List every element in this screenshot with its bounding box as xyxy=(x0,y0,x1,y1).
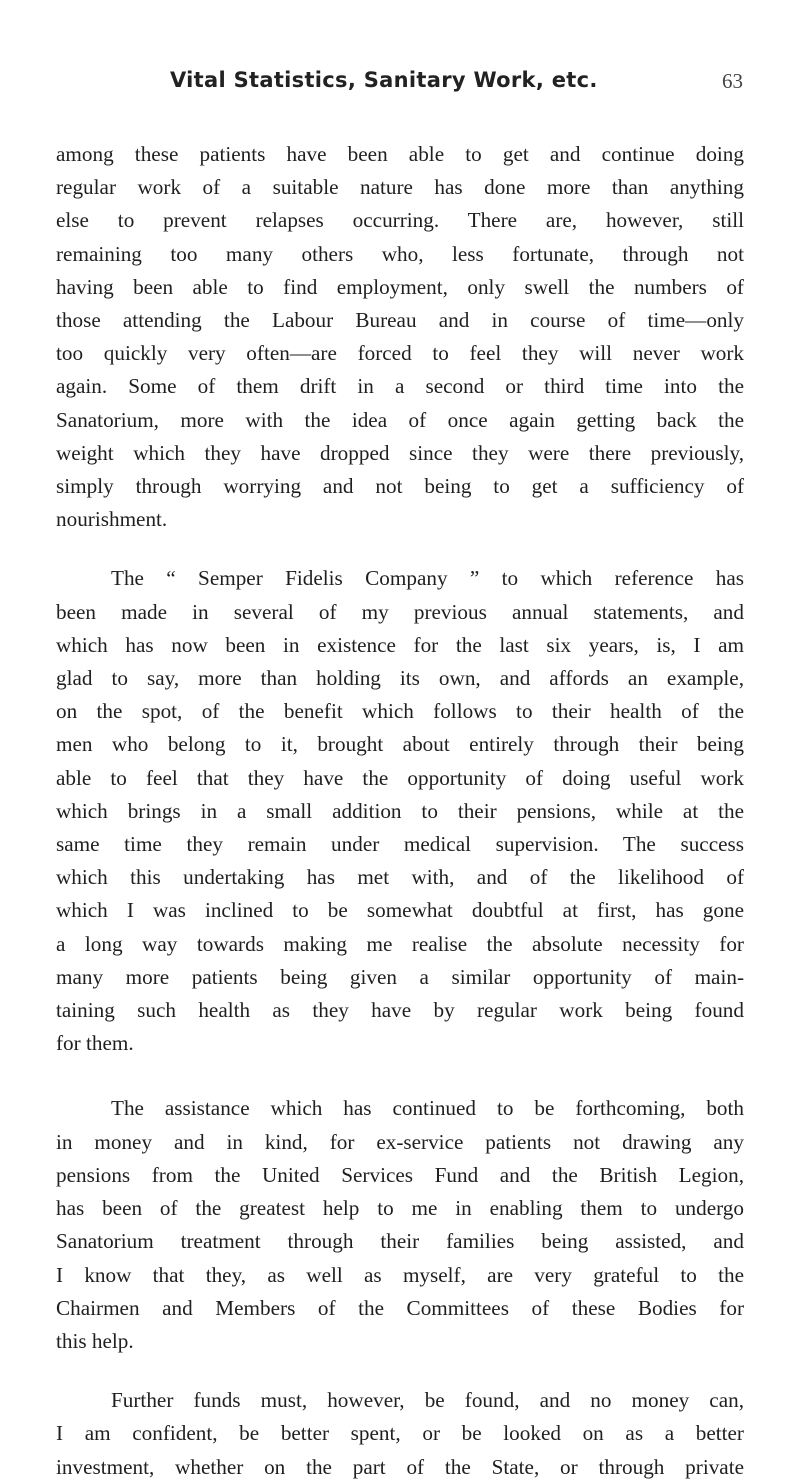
text-line: I know that they, as well as myself, are very grateful to the xyxy=(56,1262,744,1287)
text-line: The “ Semper Fidelis Company ” to which reference has xyxy=(111,566,744,591)
text-line: which has now been in existence for the last six years, is, I am xyxy=(56,632,744,657)
text-line: able to feel that they have the opportunity of doing useful work xyxy=(56,765,744,790)
running-head xyxy=(170,58,743,98)
running-title: Vital Statistics, Sanitary Work, etc. xyxy=(170,68,598,92)
text-line: else to prevent relapses occurring. There are, however, still xyxy=(56,208,744,233)
text-line: regular work of a suitable nature has done more than anything xyxy=(56,175,744,200)
text-line: I am confident, be better spent, or be looked on as a better xyxy=(56,1421,744,1446)
text-line: weight which they have dropped since they were there previously, xyxy=(56,440,744,465)
text-line: glad to say, more than holding its own, and affords an example, xyxy=(56,666,744,691)
text-line: Chairmen and Members of the Committees of these Bodies for xyxy=(56,1295,744,1320)
text-line: too quickly very often—are forced to feel they will never work xyxy=(56,341,744,366)
text-line: men who belong to it, brought about entirely through their being xyxy=(56,732,744,757)
text-line: among these patients have been able to get and continue doing xyxy=(56,142,744,166)
text-line: those attending the Labour Bureau and in course of time—only xyxy=(56,308,744,333)
body-text xyxy=(56,138,744,1484)
text-line: having been able to find employment, only swell the numbers of xyxy=(56,274,744,299)
text-line: on the spot, of the benefit which follows to their health of the xyxy=(56,699,744,724)
text-line: has been of the greatest help to me in enabling them to undergo xyxy=(56,1196,744,1221)
text-line: pensions from the United Services Fund and the British Legion, xyxy=(56,1162,744,1187)
text-line: again. Some of them drift in a second or third time into the xyxy=(56,374,744,399)
text-line: simply through worrying and not being to get a sufficiency of xyxy=(56,474,744,499)
text-line: Sanatorium, more with the idea of once again getting back the xyxy=(56,407,744,432)
text-line: remaining too many others who, less fortunate, through not xyxy=(56,241,744,266)
paragraph-3 xyxy=(56,1092,744,1358)
text-line: which brings in a small addition to their pensions, while at the xyxy=(56,798,744,823)
text-line: many more patients being given a similar opportunity of main- xyxy=(56,964,744,989)
text-line: a long way towards making me realise the absolute necessity for xyxy=(56,931,744,956)
paragraph-2 xyxy=(56,562,744,1060)
text-line: this help. xyxy=(56,1328,134,1353)
paragraph-1 xyxy=(56,138,744,536)
text-line: been made in several of my previous annual statements, and xyxy=(56,599,744,624)
paragraph-4 xyxy=(56,1384,744,1484)
text-line: same time they remain under medical supervision. The success xyxy=(56,832,744,857)
page-number: 63 xyxy=(722,69,743,93)
text-line: The assistance which has continued to be forthcoming, both xyxy=(111,1096,744,1121)
text-line: taining such health as they have by regular work being found xyxy=(56,998,744,1023)
text-line: in money and in kind, for ex-service patients not drawing any xyxy=(56,1129,744,1154)
text-line: for them. xyxy=(56,1031,134,1056)
text-line: investment, whether on the part of the State, or through private xyxy=(56,1454,744,1479)
text-line: nourishment. xyxy=(56,507,168,532)
text-line: which this undertaking has met with, and of the likelihood of xyxy=(56,865,744,890)
text-line: Sanatorium treatment through their families being assisted, and xyxy=(56,1229,744,1254)
text-line: which I was inclined to be somewhat doubtful at first, has gone xyxy=(56,898,744,923)
text-line: Further funds must, however, be found, and no money can, xyxy=(111,1388,744,1413)
